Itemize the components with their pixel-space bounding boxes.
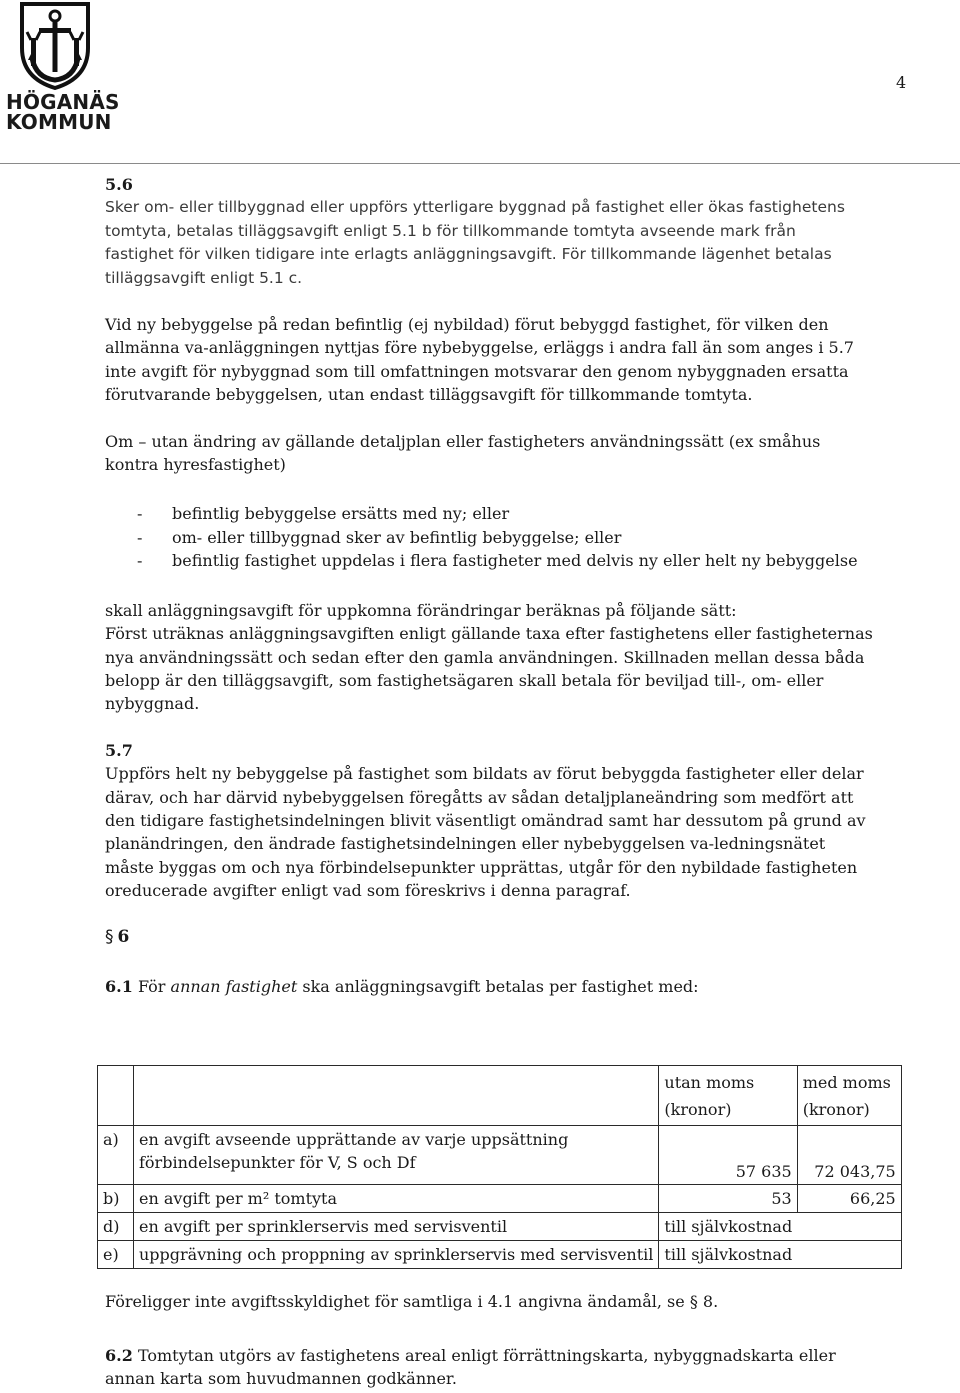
exemption-note xyxy=(105,1290,875,1313)
section-5-7-heading: 5.7 xyxy=(105,740,133,760)
logo-name-line1: HÖGANÄS xyxy=(6,90,120,114)
section-5-6-paragraph-4: skall anläggningsavgift för uppkomna förändringar beräknas på följande sätt: xyxy=(105,600,737,620)
table-row xyxy=(98,1126,902,1185)
header-incl-vat: med moms (kronor) xyxy=(797,1066,901,1126)
note-reference: 8. xyxy=(702,1292,719,1311)
coat-of-arms-anchor-icon xyxy=(18,2,92,90)
list-dash: - xyxy=(137,504,143,524)
row-excl-vat: 53 xyxy=(659,1185,797,1213)
row-incl-vat: 72 043,75 xyxy=(797,1126,901,1185)
row-excl-vat: till självkostnad xyxy=(659,1241,797,1269)
section-sign: § xyxy=(689,1292,698,1311)
header-excl-vat: utan moms (kronor) xyxy=(659,1066,797,1126)
intro-text: ska anläggningsavgift betalas per fastighet med: xyxy=(302,976,699,996)
section-6-2 xyxy=(105,1344,875,1391)
paragraph-number: 6 xyxy=(117,926,130,947)
table-header-row xyxy=(98,1066,902,1126)
row-incl-vat xyxy=(797,1241,901,1269)
list-dash: - xyxy=(137,527,143,547)
text-line: Sker om- eller tillbyggnad eller uppförs ytterligare byggnad på fastighet eller ökas fastighetens xyxy=(105,198,845,217)
fee-table xyxy=(97,1065,902,1269)
change-conditions-list xyxy=(105,502,875,572)
hoganas-kommun-logo xyxy=(4,0,120,134)
row-letter: a) xyxy=(98,1126,134,1185)
row-letter: b) xyxy=(98,1185,134,1213)
list-item xyxy=(105,502,875,525)
section-5-6-paragraph-1 xyxy=(105,196,875,290)
section-6-2-number: 6.2 xyxy=(105,1346,133,1365)
list-item xyxy=(105,526,875,549)
row-incl-vat xyxy=(797,1213,901,1241)
section-5-6-paragraph-3: Om – utan ändring av gällande detaljplan eller fastigheters användningssätt (ex småhus kontra hyresfastighet) xyxy=(105,431,821,475)
section-5-6-paragraph-2: Vid ny bebyggelse på redan befintlig (ej nybildad) förut bebyggd fastighet, för vilken den allmänna va-anläggningen nyttjas före nybebyggelse, erläggs i andra fall än som anges i 5.7 inte avgift för nybyggnad som till omfattningen motsvarar den genom nybyggnaden ersatta förutvarande bebyggelsen, utan endast tilläggsavgift för tillkommande tomtyta. xyxy=(105,315,854,405)
page-number: 4 xyxy=(896,73,907,92)
list-item xyxy=(105,549,875,572)
document-body xyxy=(105,173,875,998)
list-item-text: om- eller tillbyggnad sker av befintlig bebyggelse; eller xyxy=(172,527,622,547)
description-line: en avgift avseende upprättande av varje uppsättning xyxy=(139,1130,569,1149)
text-line: fastighet för vilken tidigare inte erlagts anläggningsavgift. För tillkommande lägenhet betalas xyxy=(105,245,832,264)
table-row xyxy=(98,1185,902,1213)
list-item-text: befintlig bebyggelse ersätts med ny; eller xyxy=(172,504,510,524)
row-incl-vat: 66,25 xyxy=(797,1185,901,1213)
paragraph-6-title xyxy=(105,926,875,949)
logo-name-line2: KOMMUN xyxy=(6,110,112,134)
section-6-1-intro xyxy=(105,975,875,998)
row-description: en avgift per m² tomtyta xyxy=(134,1185,659,1213)
table-row xyxy=(98,1213,902,1241)
row-description: uppgrävning och proppning av sprinklerservis med servisventil xyxy=(134,1241,659,1269)
emphasis-text: annan fastighet xyxy=(170,976,298,996)
table-row xyxy=(98,1241,902,1269)
row-letter: d) xyxy=(98,1213,134,1241)
row-description xyxy=(134,1126,659,1185)
text-line: tomtyta, betalas tilläggsavgift enligt 5.1 b för tillkommande tomtyta avseende mark från xyxy=(105,221,796,240)
header-divider xyxy=(0,163,960,164)
row-description: en avgift per sprinklerservis med servisventil xyxy=(134,1213,659,1241)
list-dash: - xyxy=(137,551,143,571)
section-6-1-number: 6.1 xyxy=(105,976,133,996)
section-6-2-text: Tomtytan utgörs av fastighetens areal enligt förrättningskarta, nybyggnadskarta eller annan karta som huvudmannen godkänner. xyxy=(105,1346,836,1389)
list-item-text: befintlig fastighet uppdelas i flera fastigheter med delvis ny eller helt ny bebyggelse xyxy=(172,551,858,571)
row-excl-vat: till självkostnad xyxy=(659,1213,797,1241)
note-text: Föreligger inte avgiftsskyldighet för samtliga i 4.1 angivna ändamål, se xyxy=(105,1292,685,1311)
row-letter: e) xyxy=(98,1241,134,1269)
section-5-6-paragraph-5: Först uträknas anläggningsavgiften enligt gällande taxa efter fastighetens eller fastigheternas nya användningssätt och sedan efter den gamla användningen. Skillnaden mellan dessa båda belopp är den tilläggsavgift, som fastighetsägaren skall betala för beviljad till-, om- eller nybyggnad. xyxy=(105,624,873,714)
section-5-7-paragraph: Uppförs helt ny bebyggelse på fastighet som bildats av förut bebyggda fastigheter eller delar därav, och har därvid nybebyggelsen föregåtts av sådan detaljplaneändring som medfört att den tidigare fastighetsindelningen blivit väsentligt omändrad samt har dessutom på grund av planändringen, den ändrade fastighetsindelningen eller nybebyggelsen va-ledningsnätet måste byggas om och nya förbindelsepunkter upprättas, utgår för den nybildade fastigheten oreducerade avgifter enligt vad som föreskrivs i denna paragraf. xyxy=(105,764,866,901)
section-sign: § xyxy=(105,926,114,947)
row-excl-vat: 57 635 xyxy=(659,1126,797,1185)
description-line: förbindelsepunkter för V, S och Df xyxy=(139,1153,416,1172)
intro-text: För xyxy=(137,976,166,996)
section-5-6-heading: 5.6 xyxy=(105,175,133,194)
text-line: tilläggsavgift enligt 5.1 c. xyxy=(105,268,303,287)
